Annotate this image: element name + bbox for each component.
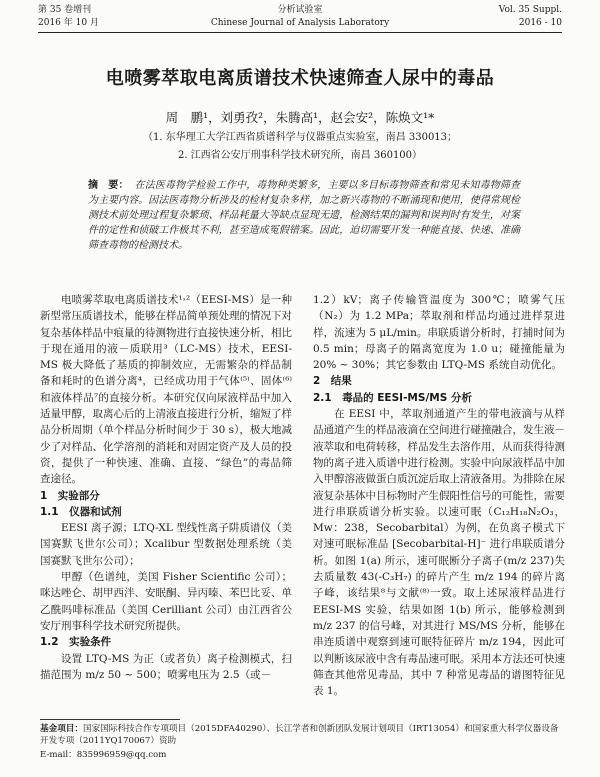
- email-footnote: E-mail：835996959@qq.com: [40, 750, 167, 760]
- running-header: [38, 4, 562, 32]
- results-paragraph: 在 EESI 中，萃取剂通道产生的带电液滴与从样品通道产生的样品液滴在空间进行碰撞融合，发生液－液萃取和电荷转移，样品发生去溶作用，从而获得待测物的离子进入质谱中进行检测。实验中向尿液样品中加入甲醇溶液做蛋白质沉淀后取上清液备用。为排除在尿液复杂基体中目标物时产生假阳性信号的可能性，需要进行串联质谱分析实验。以速可眠（C₁₂H₁₈N₂O₃，Mw：238，Secobarbital）为例，在负离子模式下对速可眠标准品 [Secobarbital-H]⁻ 进行串联质谱分析。如图 1(a) 所示，速可眠断分子离子(m/z 237)失去质量数 43(-C₃H₇) 的碎片产生 m/z 194 的碎片离子峰，该结果⁸与文献⁽⁸⁾一致。取上述尿液样品进行 EESI-MS 实验，结果如图 1(b) 所示，能够检测到 m/z 237 的信号峰，对其进行 MS/MS 分析，能够在串连质谱中观察到速可眠特征碎片 m/z 194，因此可以判断该尿液中含有毒品速可眠。采用本方法还可快速筛查其他常见毒品，其中 7 种常见毒品的谱图特征见表 1。: [313, 408, 565, 698]
- conditions-paragraph: 设置 LTQ-MS 为正（或者负）离子检测模式，扫描范围为 m/z 50 ~ 500；喷雾电压为 2.5（或－: [40, 652, 292, 681]
- abstract: [88, 178, 520, 253]
- intro-paragraph: 电喷雾萃取电离质谱技术¹˒²（EESI-MS）是一种新型常压质谱技术，能够在样品简单预处理的情况下对复杂基体样品中痕量的待测物进行直接快速分析，相比于现在通用的液－质联用³（LC-MS）技术，EESI-MS 极大降低了基质的抑制效应，无需繁杂的样品制备和耗时的色谱分离⁴，已经成功用于气体⁽⁵⁾、固体⁽⁶⁾和液体样品⁷的直接分析。本研究仅向尿液样品中加入适量甲醇，取离心后的上清液直接进行分析，缩短了样品分析周期（单个样品分析时间少于 30 s），极大地减少了对样品、化学溶剂的消耗和对固定资产及人员的投资，提供了一种快速、准确、直接、“绿色”的毒品筛查途径。: [40, 294, 292, 486]
- journal-name-cn: 分析试验室: [277, 5, 323, 15]
- instruments-paragraph: EESI 离子源；LTQ-XL 型线性离子阱质谱仪（美国赛默飞世尔公司）；Xcalibur 型数据处理系统（美国赛默飞世尔公司）；: [40, 522, 292, 567]
- author-list: 周 鹏¹，刘勇孜²，朱腾高¹，赵会安²，陈焕文¹*: [165, 110, 435, 125]
- affiliation-2: 2. 江西省公安厅刑事科学技术研究所，南昌 360100）: [177, 150, 423, 161]
- subsection-heading-2-1: 2.1 毒品的 EESI-MS/MS 分析: [313, 391, 472, 404]
- abstract-text: 在法医毒物学检验工作中，毒物种类繁多，主要以多目标毒物筛查和常见未知毒物筛查为主要内容。因法医毒物分析涉及的检材复杂多样，加之新兴毒物的不断涌现和使用，使得常规检测技术前处理过程复杂繁琐、样品耗量大等缺点显现无遗，检测结果的漏判和误判时有发生，对案件的定性和侦破工作极其不利，甚至造成冤假错案。因此，迫切需要开发一种能直接、快速、准确筛查毒物的检测技术。: [88, 180, 521, 251]
- date-label: 2016 年 10 月: [38, 18, 99, 28]
- footnote-rule: [40, 719, 180, 720]
- subsection-heading-1-1: 1.1 仪器和试剂: [40, 505, 122, 518]
- paper-title: 电喷雾萃取电离质谱技术快速筛查人尿中的毒品: [105, 68, 495, 89]
- affiliation-1: （1. 东华理工大学江西省质谱科学与仪器重点实验室，南昌 330013；: [142, 132, 458, 143]
- section-heading-1: 1 实验部分: [40, 489, 100, 502]
- reagents-paragraph: 甲醇（色谱纯，美国 Fisher Scientific 公司）；咪达唑仑、胡甲西泮、安眠酮、异丙嗪、苯巴比妥、单乙酰吗啡标准品（美国 Cerilliant 公司）由江西省公安厅刑事科学技术研究所提供。: [40, 571, 292, 632]
- header-rule: [38, 32, 562, 33]
- abstract-label: 摘 要：: [88, 180, 129, 191]
- fund-label: 基金项目：: [40, 724, 83, 734]
- journal-name-en: Chinese Journal of Analysis Laboratory: [210, 18, 390, 28]
- fund-footnote: [40, 723, 560, 747]
- header-right: [499, 4, 562, 30]
- left-column: [40, 292, 292, 683]
- conditions-continued: 1.2）kV；离子传输管温度为 300℃；喷雾气压（N₂）为 1.2 MPa；萃取剂和样品均通过进样泵进样，流速为 5 μL/min。串联质谱分析时，打捕时间为 0.5 min；母离子的隔离宽度为 1.0 u；碰撞能量为 20% ~ 30%；其它参数由 LTQ-MS 系统自动优化。: [313, 294, 565, 372]
- header-center: [38, 4, 562, 30]
- subsection-heading-1-2: 1.2 实验条件: [40, 636, 112, 649]
- right-column: [313, 292, 565, 699]
- date-label-en: 2016 - 10: [518, 18, 562, 28]
- volume-label: 第 35 卷增刊: [38, 5, 92, 15]
- volume-label-en: Vol. 35 Suppl.: [498, 5, 562, 15]
- section-heading-2: 2 结果: [313, 375, 352, 388]
- fund-text: 国家国际科技合作专项项目（2015DFA40290）、长江学者和创新团队发展计划项目（IRT13054）和国家重大科学仪器设备开发专项（2011YQ170067）资助: [40, 724, 559, 746]
